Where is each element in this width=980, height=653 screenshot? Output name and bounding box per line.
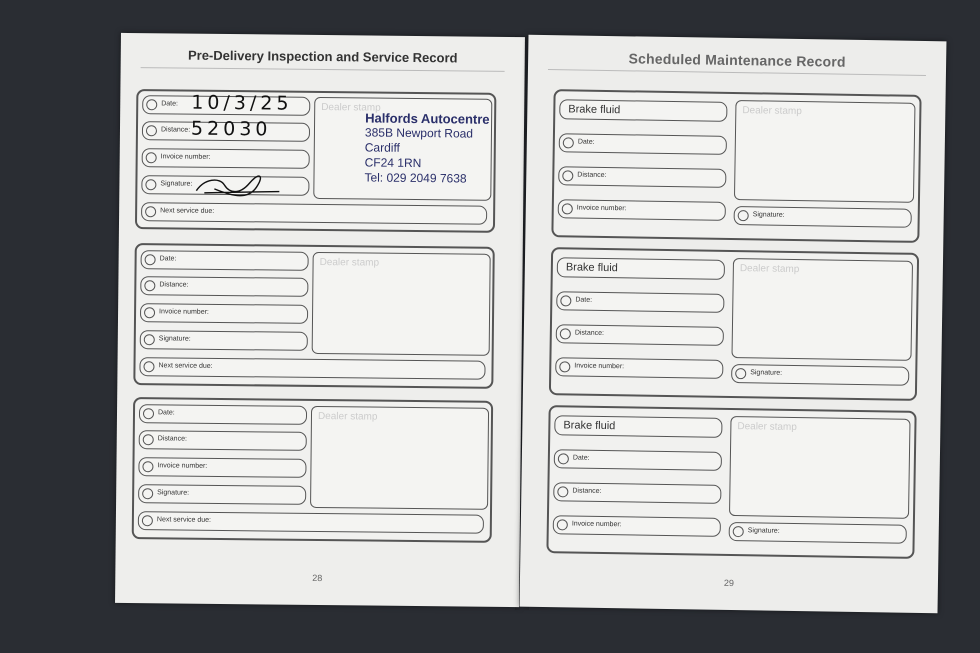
stamp-line: 385B Newport Road — [364, 125, 474, 141]
distance-field[interactable] — [558, 166, 726, 188]
date-label: Date: — [577, 138, 595, 146]
distance-field[interactable] — [140, 276, 308, 297]
page-number: 28 — [312, 572, 323, 584]
service-record-1 — [135, 89, 496, 233]
date-field[interactable] — [139, 404, 307, 425]
distance-field[interactable] — [553, 482, 721, 504]
stamp-line: Tel: 029 2049 7638 — [364, 170, 467, 186]
signature-field[interactable] — [138, 484, 306, 505]
service-record-3 — [132, 397, 493, 543]
radio-icon — [144, 334, 155, 345]
stamp-name: Halfords Autocentre — [365, 110, 490, 127]
distance-value: 52030 — [190, 117, 272, 141]
radio-icon — [142, 488, 153, 499]
signature-field[interactable] — [729, 522, 907, 544]
date-field[interactable] — [556, 291, 724, 313]
maintenance-record-2 — [549, 247, 919, 401]
distance-label: Distance: — [574, 329, 605, 337]
radio-icon — [557, 486, 568, 497]
radio-icon — [557, 519, 568, 530]
invoice-label: Invoice number: — [157, 462, 208, 470]
radio-icon — [146, 152, 157, 163]
invoice-field[interactable] — [140, 303, 308, 324]
date-value: 10/3/25 — [191, 91, 293, 115]
signature-label: Signature: — [750, 369, 783, 377]
signature-field[interactable] — [140, 330, 308, 351]
next-service-label: Next service due: — [158, 362, 213, 370]
dealer-stamp-box — [312, 252, 491, 356]
distance-label: Distance: — [159, 281, 189, 289]
item-field — [557, 257, 725, 280]
invoice-field[interactable] — [558, 199, 726, 221]
radio-icon — [560, 328, 571, 339]
radio-icon — [146, 99, 157, 110]
service-record-2 — [133, 243, 494, 389]
radio-icon — [145, 206, 156, 217]
maintenance-record-3 — [546, 405, 916, 559]
invoice-label: Invoice number: — [574, 362, 625, 371]
signature-label: Signature: — [747, 527, 780, 535]
signature-label: Signature: — [160, 180, 193, 188]
next-service-label: Next service due: — [156, 516, 212, 524]
distance-label: Distance: — [157, 435, 187, 443]
signature-scribble-icon — [194, 171, 284, 202]
invoice-field[interactable] — [142, 148, 310, 169]
invoice-label: Invoice number: — [571, 520, 622, 529]
radio-icon — [558, 453, 569, 464]
stamp-label: Dealer stamp — [321, 102, 381, 114]
dealer-stamp-box — [313, 97, 492, 201]
next-service-field[interactable] — [138, 511, 484, 534]
distance-label: Distance: — [572, 487, 602, 495]
dealer-stamp-box — [731, 258, 913, 361]
page-title: Pre-Delivery Inspection and Service Record — [187, 47, 458, 66]
radio-icon — [143, 361, 154, 372]
invoice-label: Invoice number: — [160, 153, 211, 161]
invoice-field[interactable] — [555, 357, 723, 379]
date-label: Date: — [159, 255, 177, 263]
distance-label: Distance: — [160, 126, 191, 134]
invoice-field[interactable] — [553, 515, 721, 537]
date-label: Date: — [157, 409, 175, 417]
item-field — [559, 99, 727, 122]
date-label: Date: — [161, 100, 179, 108]
signature-label: Signature: — [752, 211, 785, 219]
item-label: Brake fluid — [565, 261, 618, 275]
signature-field[interactable] — [731, 364, 909, 386]
dealer-stamp-box — [729, 416, 911, 519]
dealer-stamp — [364, 110, 489, 186]
invoice-label: Invoice number: — [159, 308, 209, 316]
dealer-stamp-box — [734, 100, 916, 203]
date-field[interactable] — [554, 449, 722, 471]
maintenance-record-1 — [551, 89, 921, 243]
item-field — [554, 415, 722, 438]
radio-icon — [563, 137, 574, 148]
radio-icon — [142, 515, 153, 526]
stamp-label: Dealer stamp — [737, 421, 797, 434]
invoice-field[interactable] — [138, 457, 306, 478]
date-field[interactable] — [141, 250, 309, 271]
radio-icon — [144, 280, 155, 291]
next-service-label: Next service due: — [160, 207, 215, 215]
invoice-label: Invoice number: — [576, 204, 627, 213]
distance-label: Distance: — [577, 171, 607, 179]
radio-icon — [145, 254, 156, 265]
date-field[interactable] — [559, 133, 727, 155]
radio-icon — [143, 408, 154, 419]
signature-label: Signature: — [157, 489, 190, 497]
radio-icon — [144, 307, 155, 318]
radio-icon — [146, 125, 157, 136]
dealer-stamp-box — [310, 406, 489, 510]
page-title: Scheduled Maintenance Record — [628, 50, 846, 70]
date-label: Date: — [572, 454, 590, 462]
distance-field[interactable] — [556, 324, 724, 346]
stamp-line: Cardiff — [364, 140, 401, 155]
right-page — [520, 35, 947, 613]
distance-field[interactable] — [142, 117, 310, 142]
radio-icon — [143, 434, 154, 445]
stamp-label: Dealer stamp — [742, 105, 802, 118]
left-page — [115, 33, 525, 607]
radio-icon — [562, 170, 573, 181]
distance-field[interactable] — [139, 430, 307, 451]
radio-icon — [145, 179, 156, 190]
stamp-line: CF24 1RN — [364, 155, 422, 171]
radio-icon — [562, 203, 573, 214]
item-label: Brake fluid — [563, 419, 616, 433]
signature-label: Signature: — [158, 335, 191, 343]
next-service-field[interactable] — [141, 202, 487, 225]
page-number: 29 — [723, 577, 735, 589]
radio-icon — [559, 361, 570, 372]
title-divider — [141, 67, 505, 72]
stamp-label: Dealer stamp — [319, 256, 380, 269]
radio-icon — [738, 210, 749, 221]
radio-icon — [142, 461, 153, 472]
signature-field[interactable] — [734, 206, 912, 228]
signature-field[interactable] — [141, 175, 309, 196]
stamp-label: Dealer stamp — [739, 263, 800, 276]
date-label: Date: — [575, 296, 593, 304]
next-service-field[interactable] — [139, 357, 485, 380]
stamp-label: Dealer stamp — [317, 410, 378, 423]
radio-icon — [560, 295, 571, 306]
radio-icon — [735, 368, 746, 379]
date-field[interactable] — [142, 91, 310, 116]
item-label: Brake fluid — [568, 103, 621, 117]
radio-icon — [733, 526, 744, 537]
